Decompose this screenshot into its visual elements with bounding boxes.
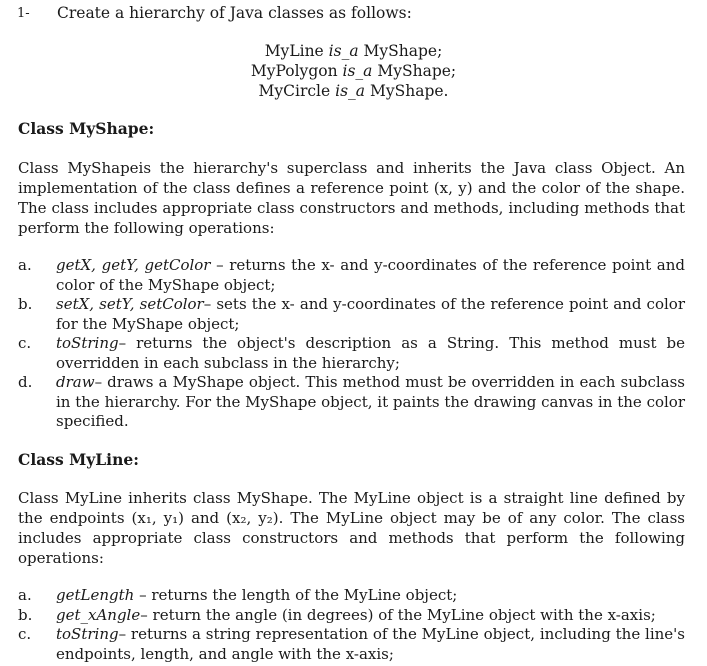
relation-subclass: MyLine	[264, 42, 324, 60]
myshape-paragraph: Class MyShapeis the hierarchy's superclass and inherits the Java class Object. An implementation of the class defines a reference point (x, y) and the color of the shape. The class includes appropriate class constructors and methods, including methods that perform the following operations:	[18, 159, 685, 237]
list-item: d. draw– draws a MyShape object. This method must be overridden in each subclass in the hierarchy. For the MyShape object, it paints the drawing canvas in the color specified.	[18, 373, 685, 430]
relation-keyword: is_a	[328, 42, 359, 60]
question-intro: Create a hierarchy of Java classes as follows:	[57, 4, 412, 22]
myshape-method-list	[18, 256, 685, 432]
relation-line	[0, 61, 707, 81]
relation-superclass: MyShape.	[369, 82, 449, 100]
list-item: a. getLength – returns the length of the MyLine object;	[18, 586, 458, 604]
list-item: a. getX, getY, getColor – returns the x- and y-coordinates of the reference point and color of the MyShape object;	[18, 256, 685, 294]
relation-keyword: is_a	[335, 82, 366, 100]
relation-superclass: MyShape;	[363, 42, 443, 60]
relation-subclass: MyCircle	[258, 82, 331, 100]
relation-line	[0, 81, 707, 101]
myline-method-list	[18, 586, 685, 664]
myline-paragraph: Class MyLine inherits class MyShape. The MyLine object is a straight line defined by the endpoints (x₁, y₁) and (x₂, y₂). The MyLine object may be of any color. The class includes appropriate class constructors and methods that perform the following operations:	[18, 489, 685, 567]
list-item: c. toString– returns the object's description as a String. This method must be overridden in each subclass in the hierarchy;	[18, 334, 685, 372]
relation-keyword: is_a	[342, 62, 373, 80]
relation-superclass: MyShape;	[377, 62, 457, 80]
relation-subclass: MyPolygon	[250, 62, 338, 80]
question-number: 1-	[17, 6, 30, 21]
list-item: b. setX, setY, setColor– sets the x- and y-coordinates of the reference point and color for the MyShape object;	[18, 295, 685, 333]
section-heading-myline: Class MyLine:	[18, 450, 139, 469]
list-item: b. get_xAngle– return the angle (in degrees) of the MyLine object with the x-axis;	[18, 605, 656, 624]
section-heading-myshape: Class MyShape:	[18, 119, 155, 138]
list-item: c. toString– returns a string representation of the MyLine object, including the line's endpoints, length, and angle with the x-axis;	[18, 625, 685, 663]
relation-line	[0, 41, 707, 61]
